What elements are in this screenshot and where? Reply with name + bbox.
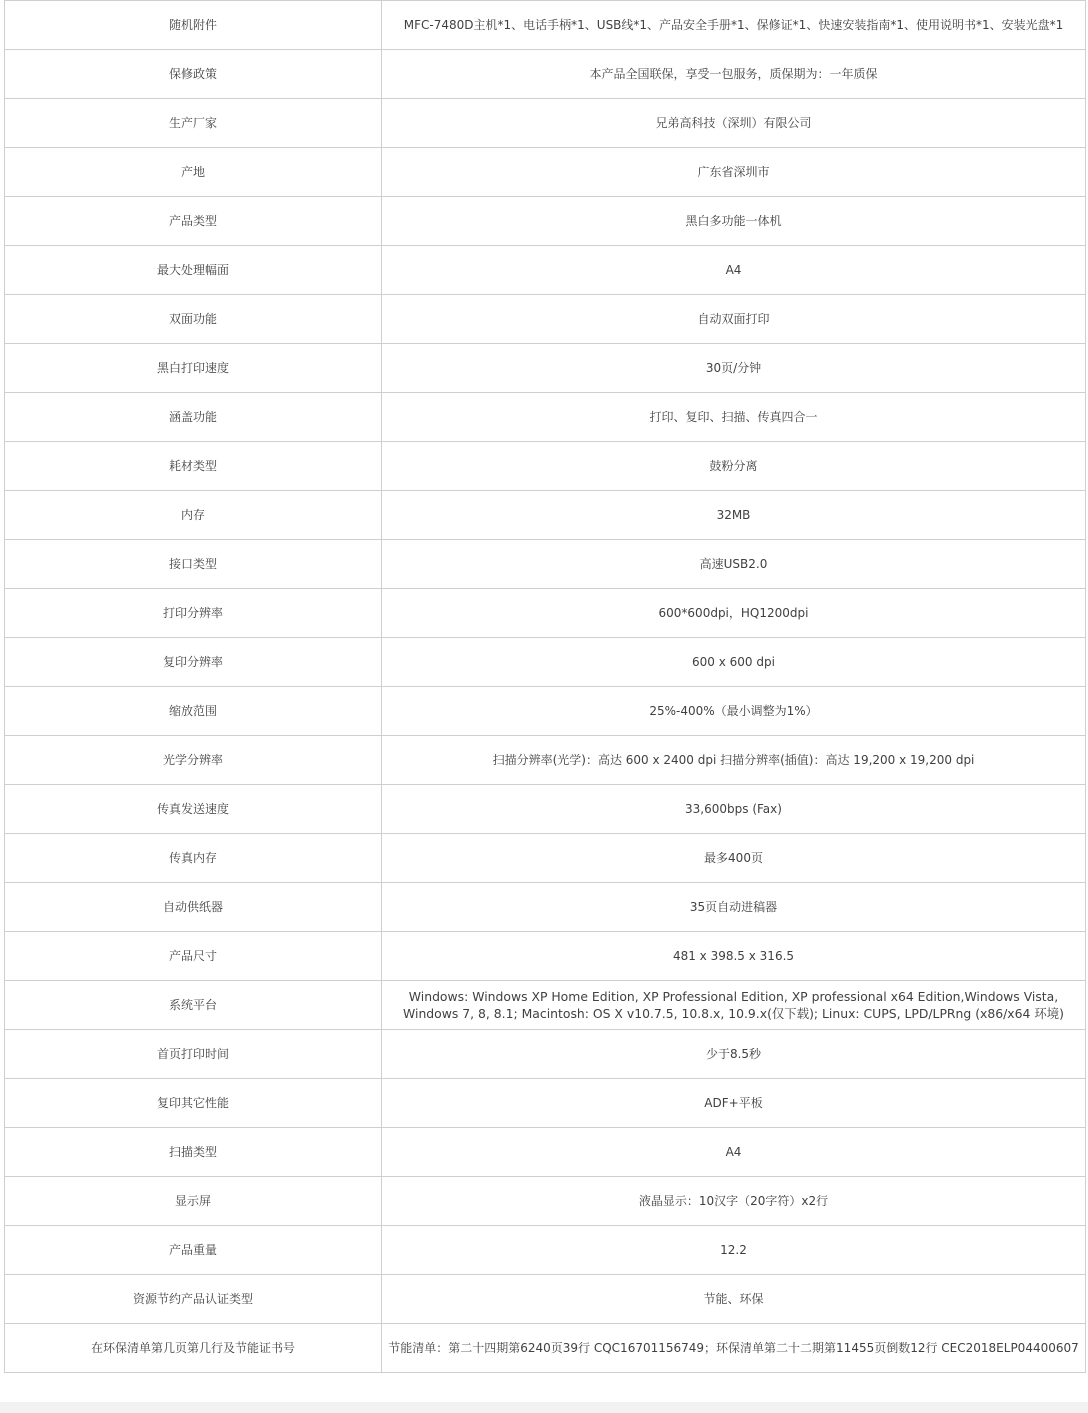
table-row	[5, 736, 1086, 785]
spec-label: 缩放范围	[5, 687, 382, 736]
spec-label: 随机附件	[5, 1, 382, 50]
spec-value: ADF+平板	[382, 1079, 1086, 1128]
table-row	[5, 540, 1086, 589]
spec-label: 保修政策	[5, 50, 382, 99]
table-row	[5, 932, 1086, 981]
table-row	[5, 1, 1086, 50]
table-row	[5, 99, 1086, 148]
spec-label: 打印分辨率	[5, 589, 382, 638]
spec-value: 32MB	[382, 491, 1086, 540]
spec-value: 高速USB2.0	[382, 540, 1086, 589]
spec-value: 25%-400%（最小调整为1%）	[382, 687, 1086, 736]
table-row	[5, 687, 1086, 736]
page-bottom-strip	[0, 1402, 1088, 1413]
spec-value: 节能清单：第二十四期第6240页39行 CQC16701156749；环保清单第二十二期第11455页倒数12行 CEC2018ELP04400607	[382, 1324, 1086, 1373]
spec-value: 33,600bps (Fax)	[382, 785, 1086, 834]
table-row	[5, 1275, 1086, 1324]
spec-value: 本产品全国联保，享受一包服务，质保期为：一年质保	[382, 50, 1086, 99]
spec-value: MFC-7480D主机*1、电话手柄*1、USB线*1、产品安全手册*1、保修证*1、快速安装指南*1、使用说明书*1、安装光盘*1	[382, 1, 1086, 50]
spec-label: 复印分辨率	[5, 638, 382, 687]
table-row	[5, 638, 1086, 687]
spec-value: A4	[382, 246, 1086, 295]
spec-label: 黑白打印速度	[5, 344, 382, 393]
table-row	[5, 393, 1086, 442]
spec-label: 涵盖功能	[5, 393, 382, 442]
table-row	[5, 442, 1086, 491]
table-row	[5, 1030, 1086, 1079]
spec-value: 节能、环保	[382, 1275, 1086, 1324]
spec-label: 在环保清单第几页第几行及节能证书号	[5, 1324, 382, 1373]
spec-value: 600 x 600 dpi	[382, 638, 1086, 687]
table-row	[5, 1128, 1086, 1177]
spec-label: 光学分辨率	[5, 736, 382, 785]
table-row	[5, 981, 1086, 1030]
spec-label: 自动供纸器	[5, 883, 382, 932]
spec-value: 35页自动进稿器	[382, 883, 1086, 932]
table-row	[5, 1226, 1086, 1275]
table-row	[5, 197, 1086, 246]
table-row	[5, 344, 1086, 393]
table-row	[5, 589, 1086, 638]
table-row	[5, 148, 1086, 197]
spec-value: A4	[382, 1128, 1086, 1177]
spec-label: 生产厂家	[5, 99, 382, 148]
spec-value: 最多400页	[382, 834, 1086, 883]
table-row	[5, 785, 1086, 834]
spec-value: 自动双面打印	[382, 295, 1086, 344]
spec-value: 12.2	[382, 1226, 1086, 1275]
spec-label: 内存	[5, 491, 382, 540]
spec-value: 兄弟高科技（深圳）有限公司	[382, 99, 1086, 148]
spec-label: 产品重量	[5, 1226, 382, 1275]
spec-table-body	[5, 1, 1086, 1373]
spec-label: 产品类型	[5, 197, 382, 246]
spec-value: 30页/分钟	[382, 344, 1086, 393]
spec-value: Windows: Windows XP Home Edition, XP Professional Edition, XP professional x64 Edition,Windows Vista, Windows 7, 8, 8.1; Macintosh: OS X v10.7.5, 10.8.x, 10.9.x(仅下载); Linux: CUPS, LPD/LPRng (x86/x64 环境)	[382, 981, 1086, 1030]
spec-value: 少于8.5秒	[382, 1030, 1086, 1079]
spec-value: 广东省深圳市	[382, 148, 1086, 197]
table-row	[5, 491, 1086, 540]
table-row	[5, 883, 1086, 932]
spec-label: 最大处理幅面	[5, 246, 382, 295]
spec-value: 600*600dpi，HQ1200dpi	[382, 589, 1086, 638]
spec-value: 鼓粉分离	[382, 442, 1086, 491]
spec-label: 双面功能	[5, 295, 382, 344]
spec-label: 耗材类型	[5, 442, 382, 491]
spec-value: 液晶显示：10汉字（20字符）x2行	[382, 1177, 1086, 1226]
spec-label: 产地	[5, 148, 382, 197]
spec-value: 481 x 398.5 x 316.5	[382, 932, 1086, 981]
spec-value: 黑白多功能一体机	[382, 197, 1086, 246]
spec-label: 系统平台	[5, 981, 382, 1030]
table-row	[5, 1079, 1086, 1128]
table-row	[5, 246, 1086, 295]
spec-value: 扫描分辨率(光学)：高达 600 x 2400 dpi 扫描分辨率(插值)：高达 19,200 x 19,200 dpi	[382, 736, 1086, 785]
spec-label: 复印其它性能	[5, 1079, 382, 1128]
spec-label: 接口类型	[5, 540, 382, 589]
spec-label: 传真发送速度	[5, 785, 382, 834]
table-row	[5, 1324, 1086, 1373]
spec-label: 显示屏	[5, 1177, 382, 1226]
spec-label: 扫描类型	[5, 1128, 382, 1177]
spec-label: 首页打印时间	[5, 1030, 382, 1079]
spec-table	[4, 0, 1086, 1373]
table-row	[5, 834, 1086, 883]
spec-value: 打印、复印、扫描、传真四合一	[382, 393, 1086, 442]
spec-label: 传真内存	[5, 834, 382, 883]
spec-label: 产品尺寸	[5, 932, 382, 981]
spec-label: 资源节约产品认证类型	[5, 1275, 382, 1324]
table-row	[5, 295, 1086, 344]
table-row	[5, 50, 1086, 99]
table-row	[5, 1177, 1086, 1226]
